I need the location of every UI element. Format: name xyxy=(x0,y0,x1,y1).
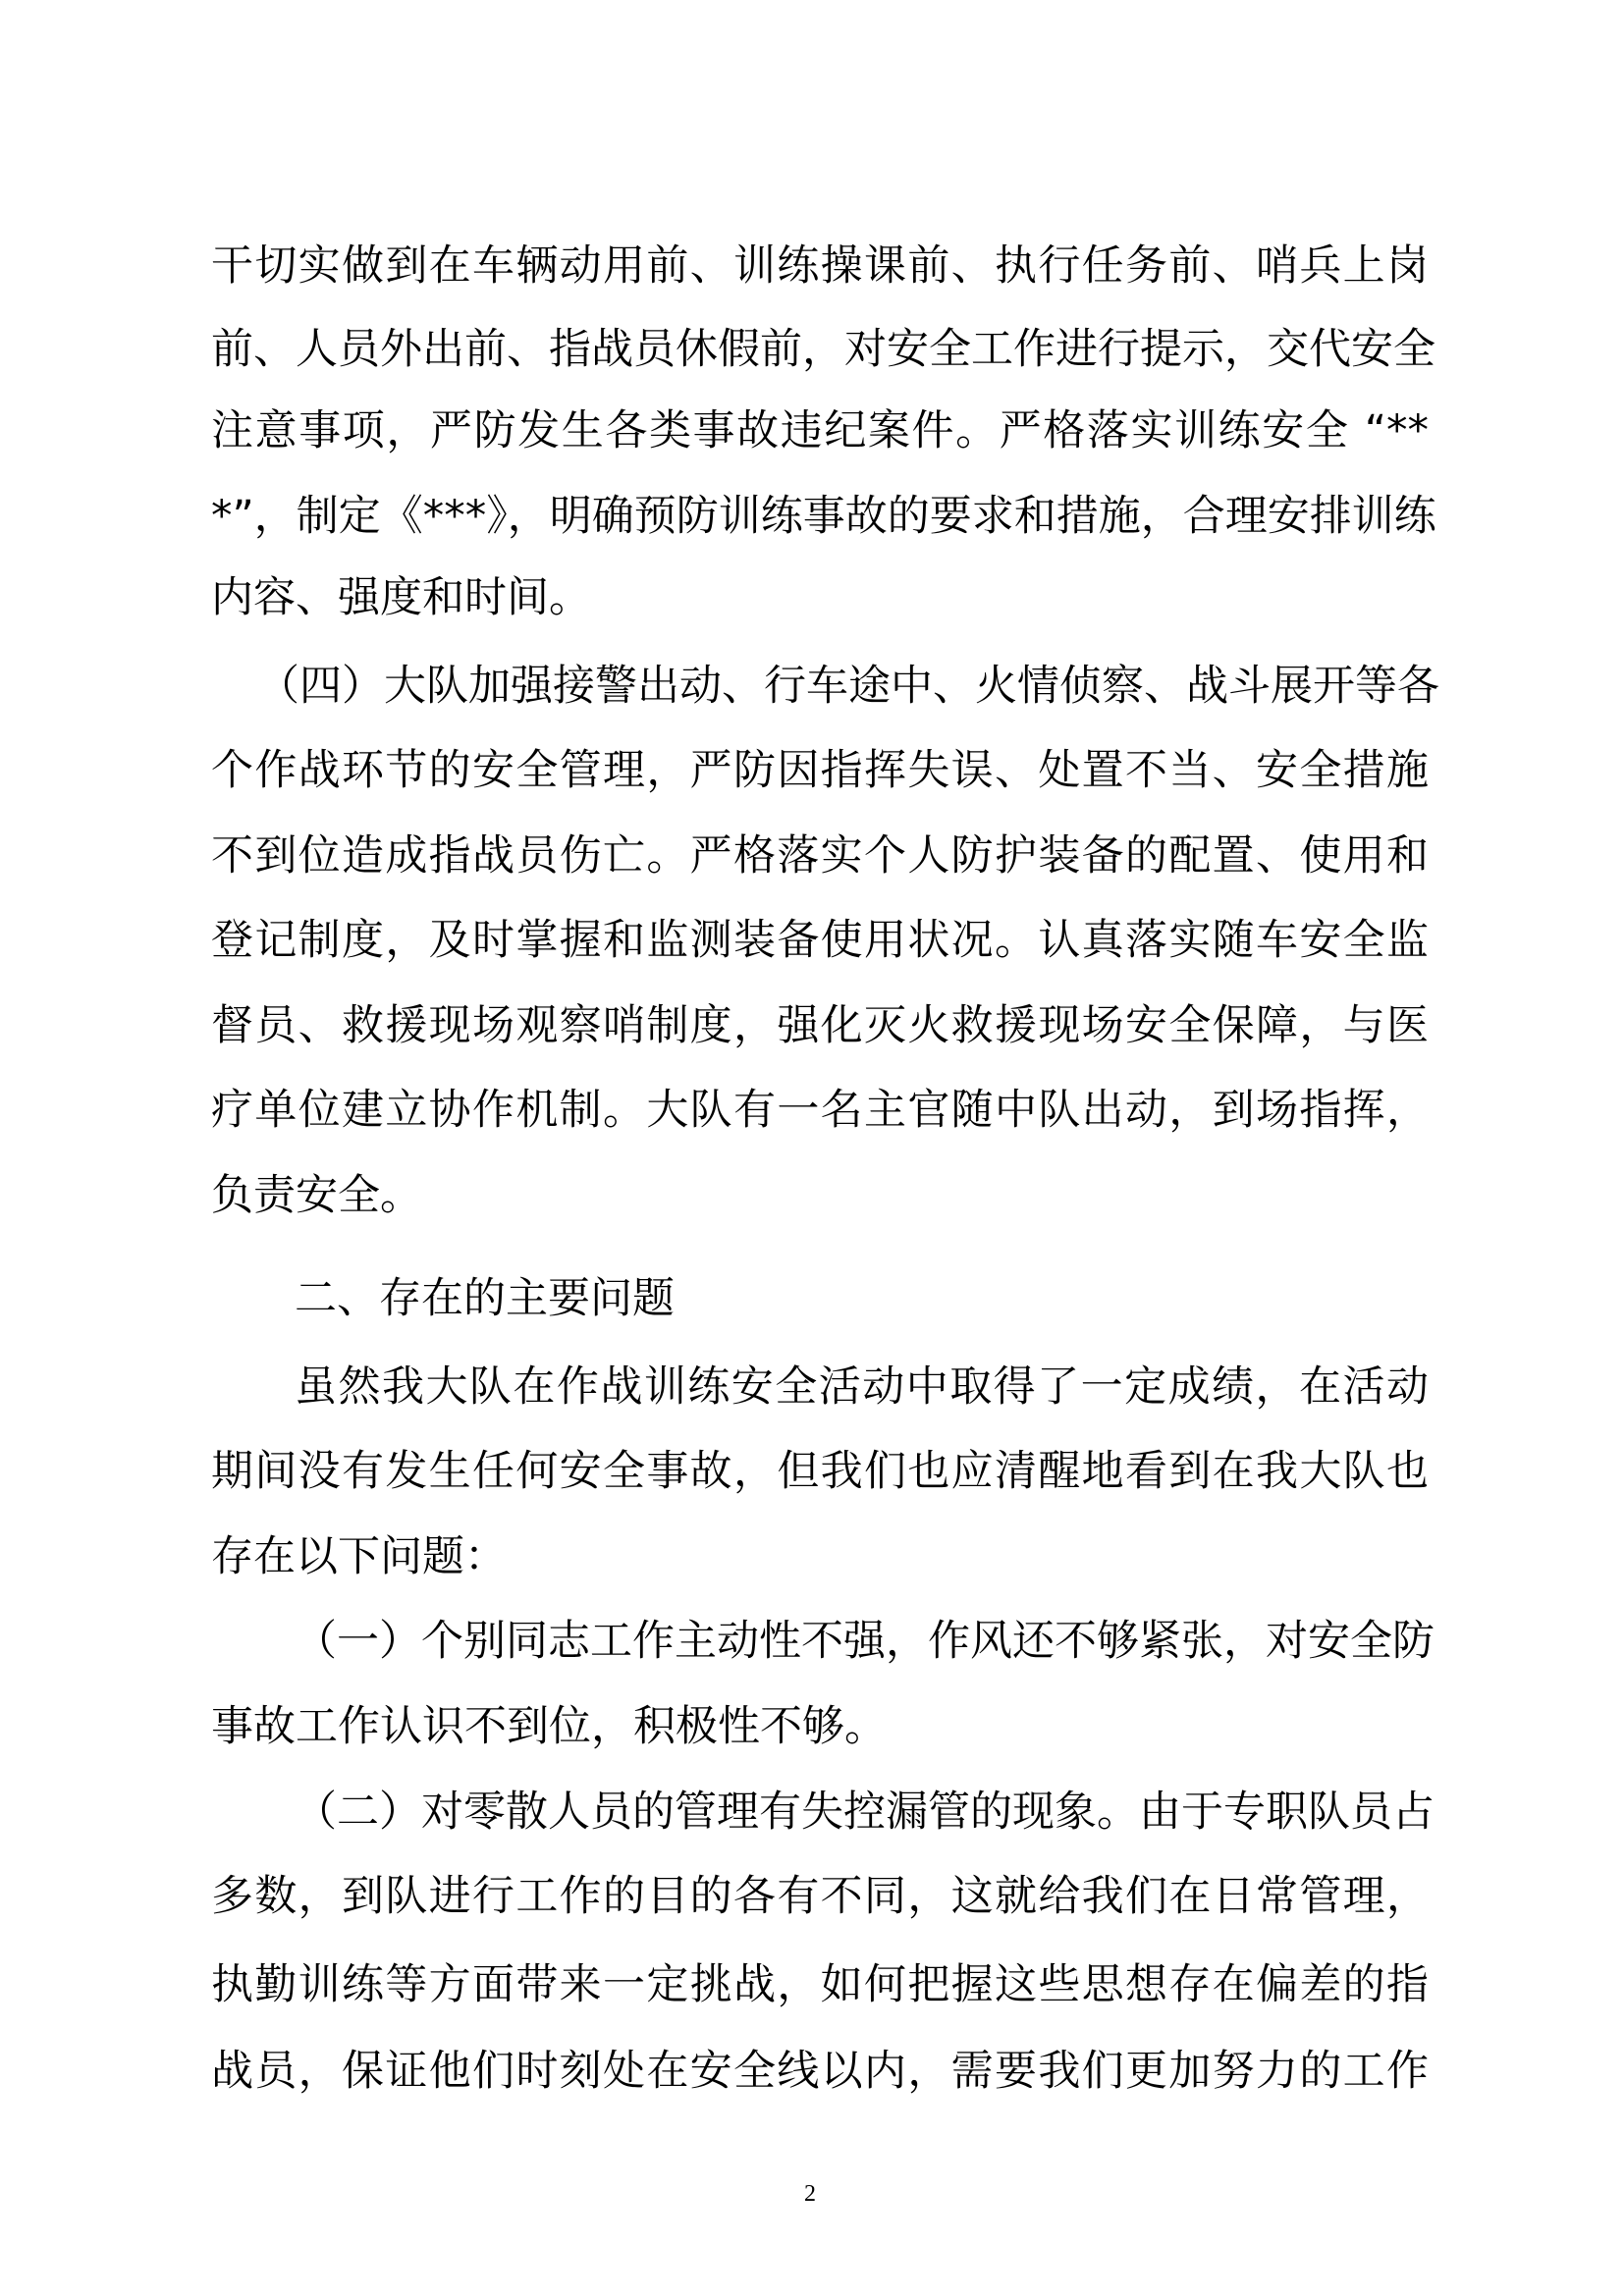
text-line: 登记制度，及时掌握和监测装备使用状况。认真落实随车安全监 xyxy=(211,916,1429,965)
text-line: 督员、救援现场观察哨制度，强化灭火救援现场安全保障，与医 xyxy=(211,1001,1429,1050)
text-line: *”，制定《***》，明确预防训练事故的要求和措施，合理安排训练 xyxy=(211,492,1436,541)
text-line: 内容、强度和时间。 xyxy=(211,573,591,622)
text-line: 疗单位建立协作机制。大队有一名主官随中队出动，到场指挥， xyxy=(211,1086,1429,1135)
text-line: 执勤训练等方面带来一定挑战，如何把握这些思想存在偏差的指 xyxy=(211,1960,1429,2009)
text-line: 个作战环节的安全管理，严防因指挥失误、处置不当、安全措施 xyxy=(211,746,1429,795)
text-line: 战员，保证他们时刻处在安全线以内，需要我们更加努力的工作 xyxy=(211,2047,1429,2096)
text-line: 事故工作认识不到位，积极性不够。 xyxy=(211,1702,887,1751)
text-line: 注意事项，严防发生各类事故违纪案件。严格落实训练安全 “** xyxy=(211,406,1429,455)
text-line: （四）大队加强接警出动、行车途中、火情侦察、战斗展开等各 xyxy=(257,662,1439,711)
text-line: 前、人员外出前、指战员休假前，对安全工作进行提示，交代安全 xyxy=(211,325,1435,374)
page-number: 2 xyxy=(804,2181,816,2207)
text-line: 存在以下问题： xyxy=(211,1532,507,1581)
text-line: 不到位造成指战员伤亡。严格落实个人防护装备的配置、使用和 xyxy=(211,831,1429,881)
text-line: 多数，到队进行工作的目的各有不同，这就给我们在日常管理， xyxy=(211,1872,1429,1921)
text-line: （一）个别同志工作主动性不强，作风还不够紧张，对安全防 xyxy=(295,1617,1435,1666)
text-line: 虽然我大队在作战训练安全活动中取得了一定成绩，在活动 xyxy=(295,1362,1429,1412)
section-heading: 二、存在的主要问题 xyxy=(295,1274,675,1323)
text-line: 干切实做到在车辆动用前、训练操课前、执行任务前、哨兵上岗 xyxy=(211,241,1429,291)
text-line: 负责安全。 xyxy=(211,1171,422,1220)
text-line: （二）对零散人员的管理有失控漏管的现象。由于专职队员占 xyxy=(295,1788,1435,1837)
text-line: 期间没有发生任何安全事故，但我们也应清醒地看到在我大队也 xyxy=(211,1447,1429,1496)
